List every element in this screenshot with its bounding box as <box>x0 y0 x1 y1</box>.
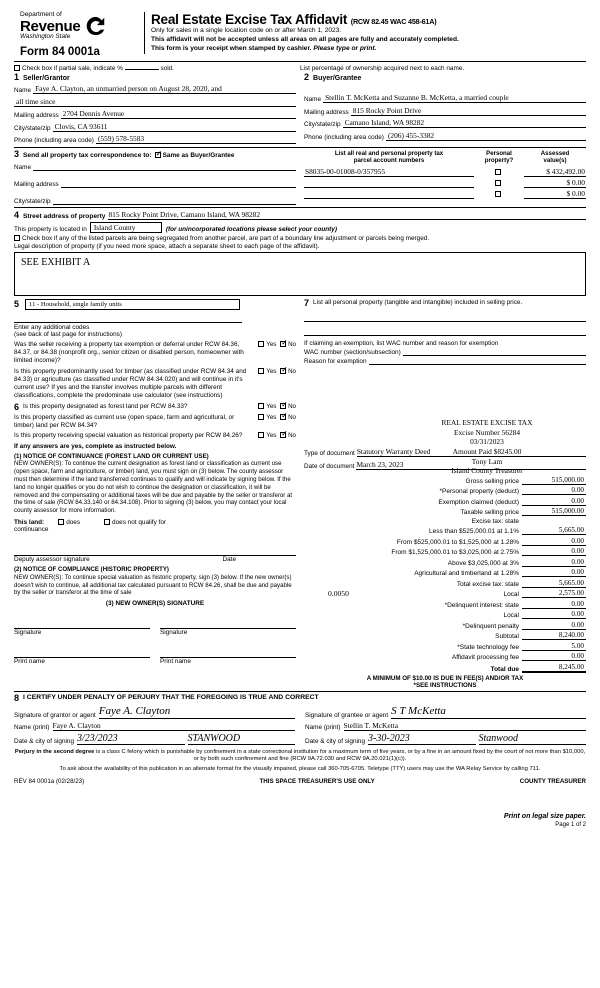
exemption-no-checkbox[interactable] <box>280 341 286 347</box>
document-date-input[interactable]: March 23, 2023 <box>356 460 586 470</box>
personal-property-checkbox-cell <box>474 165 524 176</box>
exemption-question-answers: Yes ✓No <box>258 341 296 348</box>
personal-property-checkbox-cell <box>474 176 524 187</box>
gross-selling-price-label: Gross selling price <box>465 477 519 485</box>
treasurer-stamp <box>392 418 582 476</box>
section-1-number: 1 <box>14 71 20 82</box>
total-due-label: Total due <box>490 665 519 673</box>
excise-tax-state-label: Excise tax: state <box>471 517 519 525</box>
stamp-line-2: Excise Number 56284 <box>453 427 521 437</box>
new-owner-signature-2-label: Signature <box>160 629 188 637</box>
parcel-number-input[interactable] <box>304 176 474 187</box>
timber-yes-checkbox[interactable] <box>258 368 264 374</box>
seller-name-input-2[interactable]: all time since <box>14 97 296 107</box>
total-excise-state-label: Total excise tax: state <box>456 580 519 588</box>
tier4-value[interactable]: 0.00 <box>522 558 586 567</box>
document-type-label: Type of document <box>304 449 355 457</box>
form-header <box>14 8 586 58</box>
grantor-signature-input[interactable]: Faye A. Clayton <box>99 705 295 719</box>
certify-heading: I CERTIFY UNDER PENALTY OF PERJURY THAT THE FOREGOING IS TRUE AND CORRECT <box>23 693 319 701</box>
gross-selling-price-value[interactable]: 515,000.00 <box>522 476 586 485</box>
forest-land-answers: Yes ✓No <box>258 403 296 410</box>
tier3-label: From $1,525,000.01 to $3,025,000 at 2.75% <box>391 549 519 557</box>
buyer-city-label: City/state/zip <box>304 121 341 129</box>
does-qualify-label: does <box>66 518 81 526</box>
deputy-assessor-signature-input[interactable] <box>14 543 296 556</box>
deputy-assessor-label: Deputy assessor signature <box>14 555 90 563</box>
footer-row <box>14 778 586 785</box>
new-owner-signature-1-input[interactable] <box>14 616 150 629</box>
page-number: Page 1 of 2 <box>555 822 586 829</box>
seller-city-input[interactable]: Clovis, CA 93611 <box>53 122 296 132</box>
personal-col-header-l2: property? <box>484 156 514 164</box>
grantor-print-label: Name (print) <box>14 723 50 731</box>
stamp-line-4: Amount Paid $8245.00 <box>452 446 522 456</box>
delinquent-penalty-value[interactable]: 0.00 <box>522 621 586 630</box>
personal-property-input[interactable] <box>304 310 586 322</box>
seller-name-input[interactable]: Faye A. Clayton, an unmarried person on August 28, 2020, and <box>33 84 296 94</box>
parcel-number-input[interactable]: S8035-00-01008-0/357955 <box>304 165 474 176</box>
same-as-buyer-checkbox[interactable] <box>155 152 161 158</box>
delinquent-interest-local-label: Local <box>503 612 519 620</box>
does-not-qualify-checkbox[interactable] <box>104 519 110 525</box>
timber-no-checkbox[interactable] <box>280 368 286 374</box>
print-legal-note: Print on legal size paper. <box>503 813 586 821</box>
deputy-assessor-date-label: Date <box>222 555 236 563</box>
tier3-value[interactable]: 0.00 <box>522 547 586 556</box>
buyer-city-input[interactable]: Camano Island, WA 98282 <box>343 118 586 128</box>
legal-description-text: SEE EXHIBIT A <box>21 256 91 268</box>
this-land-label: This land: <box>14 518 45 526</box>
segregation-checkbox[interactable] <box>14 235 20 241</box>
parcel-table <box>304 151 586 199</box>
corr-mailing-input[interactable] <box>61 179 296 188</box>
continuance-word: continuance <box>14 525 49 533</box>
form-title-block <box>144 12 586 54</box>
agency-logo-block <box>14 12 142 58</box>
local-tax-label: Local <box>503 591 519 599</box>
historic-answers: Yes ✓No <box>258 432 296 439</box>
state-technology-fee-label: *State technology fee <box>457 643 519 651</box>
does-not-qualify-label: does not qualify for <box>112 518 167 526</box>
see-back-note: (see back of last page for instructions) <box>14 330 122 338</box>
tax-correspondence-block <box>14 150 296 205</box>
section-6-number: 6 <box>14 401 20 412</box>
personal-col-header-l1: Personal <box>486 150 512 158</box>
rev-number: REV 84 0001a (02/28/23) <box>14 778 85 786</box>
seller-block <box>14 73 296 145</box>
corr-name-label: Name <box>14 163 32 171</box>
tier1-label: Less than $525,000.01 at 1.1% <box>429 528 519 536</box>
document-type-input[interactable]: Statutory Warranty Deed <box>357 447 586 457</box>
corr-city-input[interactable] <box>53 196 296 205</box>
header-line-1: Only for sales in a single location code on or after March 1, 2023. <box>151 27 342 34</box>
corr-city-label: City/state/zip <box>14 197 51 205</box>
partial-sale-checkbox[interactable] <box>14 65 20 71</box>
seller-mailing-label: Mailing address <box>14 112 59 120</box>
historic-compliance-body: NEW OWNER(S): To continue special valuation as historic property, sign (3) below. If the new owner(s) doesn't wish to continue, all additional tax calculated pursuant to RCW 84.26, shall be due and payable by the seller or transferor at the time of sale <box>14 573 292 597</box>
local-tax-value[interactable]: 2,575.00 <box>522 589 586 598</box>
personal-property-input-2[interactable] <box>304 324 586 336</box>
grantor-print-input[interactable]: Faye A. Clayton <box>53 721 295 731</box>
section-3-number: 3 <box>14 149 20 160</box>
stamp-line-6: Island County Treasurer <box>451 466 523 476</box>
buyer-phone-label: Phone (including area code) <box>304 133 384 141</box>
total-due-value[interactable]: 8,245.00 <box>522 663 586 673</box>
seller-name-label: Name <box>14 87 32 95</box>
assessed-col-header <box>524 151 586 165</box>
personal-property-deduct-label: *Personal property (deduct) <box>439 488 519 496</box>
buyer-mailing-input[interactable]: 815 Rocky Point Drive <box>351 106 586 116</box>
table-row <box>304 176 586 187</box>
current-use-answers: Yes ✓No <box>258 414 296 421</box>
additional-codes-label: Enter any additional codes <box>14 323 90 331</box>
partial-sale-suffix: sold. <box>160 64 174 72</box>
personal-property-list-label: List all personal property (tangible and intangible) included in selling price. <box>313 298 523 306</box>
delinquent-interest-state-label: *Delinquent interest: state <box>444 601 519 609</box>
section-4-number: 4 <box>14 209 20 220</box>
table-row <box>304 187 586 198</box>
grantee-signature-block <box>305 705 586 745</box>
seller-phone-label: Phone (including area code) <box>14 137 94 145</box>
exemption-claimed-value[interactable]: 0.00 <box>522 497 586 506</box>
buyer-block <box>304 73 586 145</box>
street-address-label: Street address of property <box>23 212 106 220</box>
new-owner-print-2-input[interactable] <box>160 645 296 658</box>
affidavit-processing-fee-value[interactable]: 0.00 <box>522 652 586 661</box>
personal-col-header <box>474 151 524 165</box>
exemption-claim-label: If claiming an exemption, list WAC number and reason for exemption <box>304 339 499 347</box>
grantee-signature-label: Signature of grantee or agent <box>305 711 389 719</box>
minimum-due-note: A MINIMUM OF $10.00 IS DUE IN FEE(S) AND/OR TAX <box>366 674 524 682</box>
new-owner-signature-1-label: Signature <box>14 629 42 637</box>
personal-property-checkbox[interactable] <box>495 191 501 197</box>
assessed-col-header-l2: value(s) <box>543 156 567 164</box>
grantor-date-label: Date & city of signing <box>14 737 75 745</box>
current-use-no-checkbox[interactable] <box>280 414 286 420</box>
section-6-block <box>14 403 296 689</box>
local-rate-value: 0.0050 <box>328 589 349 599</box>
does-qualify-checkbox[interactable] <box>58 519 64 525</box>
exemption-claimed-label: Exemption claimed (deduct) <box>438 498 519 506</box>
section-2-heading: Buyer/Grantee <box>313 74 362 82</box>
legal-description-input[interactable] <box>14 252 586 296</box>
buyer-mailing-label: Mailing address <box>304 108 349 116</box>
seller-phone-input[interactable]: (559) 578-5583 <box>96 134 296 144</box>
corr-mailing-label: Mailing address <box>14 180 59 188</box>
parcel-table-block <box>304 150 586 205</box>
new-owner-signature-2-input[interactable] <box>160 616 296 629</box>
ada-notice: To ask about the availability of this publication in an alternate format for the visually impaired, please call 360-705-6705. Teletype (TTY) users may use the WA Relay Service by calling 711. <box>59 765 541 772</box>
section-7-number: 7 <box>304 297 310 308</box>
delinquent-interest-state-value[interactable]: 0.00 <box>522 600 586 609</box>
historic-yes-checkbox[interactable] <box>258 432 264 438</box>
form-title-rcw: (RCW 82.45 WAC 458-61A) <box>350 17 437 26</box>
form-number: Form 84 0001a <box>20 45 100 58</box>
tier2-label: From $525,000.01 to $1,525,000 at 1.28% <box>396 538 519 546</box>
ownership-note: List percentage of ownership acquired next to each name. <box>300 64 465 72</box>
wac-number-input[interactable] <box>403 355 586 356</box>
current-use-yes-checkbox[interactable] <box>258 414 264 420</box>
parcel-col-header-l2: parcel account numbers <box>353 156 425 164</box>
form-title: Real Estate Excise Tax Affidavit <box>151 12 348 27</box>
partial-sale-row <box>14 65 586 72</box>
personal-property-checkbox[interactable] <box>495 169 501 175</box>
ag-timber-value[interactable]: 0.00 <box>522 568 586 577</box>
historic-question: Is this property receiving special valuation as historical property per RCW 84.26? <box>14 431 243 439</box>
parcel-number-input[interactable] <box>304 187 474 198</box>
table-row <box>304 165 586 176</box>
section-3-heading: Send all property tax correspondence to: <box>23 152 152 160</box>
perjury-rest: is a class C felony which is punishable by confinement in a state correctional institution for a maximum term of five years, or by a fine in an amount fixed by the court of not more than $10,000, or by both such confinement and fine (RCW 9A.72.030 and RCW 9A.20.021(1)(c)). <box>96 748 586 763</box>
seller-mailing-input[interactable]: 2704 Dennis Avenue <box>61 109 296 119</box>
subtotal-value[interactable]: 8,240.00 <box>522 631 586 640</box>
section-5-block <box>14 299 296 400</box>
state-technology-fee-value[interactable]: 5.00 <box>522 642 586 651</box>
section-8-block <box>14 694 586 703</box>
section-2-number: 2 <box>304 71 310 82</box>
grantee-print-label: Name (print) <box>305 723 341 731</box>
assessed-value-input[interactable]: $ 0.00 <box>524 176 586 187</box>
county-select[interactable]: Island County <box>90 222 162 233</box>
affidavit-processing-fee-label: Affidavit processing fee <box>451 654 519 662</box>
new-owner-print-1-input[interactable] <box>14 645 150 658</box>
historic-compliance-heading: (2) NOTICE OF COMPLIANCE (HISTORIC PROPERTY) <box>14 565 169 573</box>
grantor-signature-block <box>14 705 295 745</box>
assessed-col-header-l1: Assessed <box>540 150 570 158</box>
if-any-yes-note: If any answers are yes, complete as instructed below. <box>14 442 177 450</box>
reason-exemption-label: Reason for exemption <box>304 357 367 365</box>
land-use-code-select[interactable]: 11 - Household, single family units <box>25 299 240 310</box>
personal-property-deduct-value[interactable]: 0.00 <box>522 486 586 495</box>
grantee-signature-input[interactable]: S T McKetta <box>391 705 586 719</box>
section-1-heading: Seller/Grantor <box>23 74 70 82</box>
personal-property-checkbox[interactable] <box>495 180 501 186</box>
street-address-input[interactable]: 815 Rocky Point Drive, Camano Island, WA 98282 <box>108 210 586 220</box>
additional-codes-input[interactable] <box>14 314 242 323</box>
buyer-name-input[interactable]: Stellin T. McKetta and Suzanne B. McKetta, a married couple <box>323 93 586 103</box>
located-in-label: This property is located in <box>14 225 87 233</box>
buyer-phone-input[interactable]: (206) 455-3382 <box>386 131 586 141</box>
timber-question-answers: Yes ✓No <box>258 368 296 375</box>
delinquent-interest-local-value[interactable]: 0.00 <box>522 610 586 619</box>
same-as-buyer-label: Same as Buyer/Grantee <box>162 152 235 160</box>
new-owner-signature-heading: (3) NEW OWNER(S) SIGNATURE <box>105 600 205 608</box>
grantor-date-input[interactable]: 3/23/2023 <box>77 733 184 745</box>
state-label: Washington State <box>20 33 71 41</box>
stamp-line-3: 03/31/2023 <box>470 437 504 447</box>
total-excise-state-value[interactable]: 5,665.00 <box>522 579 586 588</box>
forest-yes-checkbox[interactable] <box>258 403 264 409</box>
tier4-label: Above $3,025,000 at 3% <box>447 559 519 567</box>
dept-label: Department of <box>20 11 62 18</box>
county-treasurer-label: COUNTY TREASURER <box>519 778 586 786</box>
parcel-col-header <box>304 151 474 165</box>
assessed-value-input[interactable]: $ 0.00 <box>524 187 586 198</box>
partial-sale-percent-input[interactable] <box>125 69 159 70</box>
tier1-value[interactable]: 5,665.00 <box>522 526 586 535</box>
county-note: (for unincorporated locations please select your county) <box>165 225 337 233</box>
parcel-col-header-l1: List all real and personal property tax <box>334 150 444 158</box>
reason-exemption-input[interactable] <box>369 364 586 365</box>
wac-number-label: WAC number (section/subsection) <box>304 348 401 356</box>
new-owner-print-2-label: Print name <box>160 658 191 666</box>
historic-no-checkbox[interactable] <box>280 432 286 438</box>
corr-name-input[interactable] <box>33 162 296 171</box>
taxable-selling-price-value[interactable]: 515,000.00 <box>522 507 586 516</box>
grantee-date-label: Date & city of signing <box>305 737 366 745</box>
grantee-print-input[interactable]: Stellin T. McKetta <box>344 721 586 731</box>
legal-description-label: Legal description of property (if you need more space, attach a separate sheet to each page of the affidavit). <box>14 242 320 250</box>
segregation-label: Check box if any of the listed parcels are being segregated from another parcel, are part of a boundary line adjustment or parcels being merged. <box>22 234 430 242</box>
revenue-swirl-icon <box>85 15 107 37</box>
grantee-city-input[interactable]: Stanwood <box>479 733 586 745</box>
partial-sale-label: Check box if partial sale, indicate % <box>22 64 123 72</box>
header-line-2: This affidavit will not be accepted unless all areas on all pages are fully and accurately completed. <box>151 35 459 43</box>
header-line-3a: This form is your receipt when stamped by cashier. <box>151 44 312 52</box>
delinquent-penalty-label: *Delinquent penalty <box>462 622 519 630</box>
document-date-label: Date of document <box>304 462 355 470</box>
ag-timber-label: Agricultural and timberland at 1.28% <box>414 570 519 578</box>
personal-property-checkbox-cell <box>474 187 524 198</box>
section-5-number: 5 <box>14 298 20 309</box>
assessed-value-input[interactable]: $ 432,492.00 <box>524 165 586 176</box>
see-instructions-note: *SEE INSTRUCTIONS <box>413 681 477 689</box>
grantor-signature-label: Signature of grantor or agent <box>14 711 96 719</box>
tier2-value[interactable]: 0.00 <box>522 537 586 546</box>
taxable-selling-price-label: Taxable selling price <box>460 509 519 517</box>
continuance-heading: (1) NOTICE OF CONTINUANCE (FOREST LAND OR CURRENT USE) <box>14 452 209 460</box>
revenue-label: Revenue <box>20 17 81 35</box>
property-address-block <box>14 210 586 296</box>
buyer-name-label: Name <box>304 96 322 104</box>
perjury-bold: Perjury in the second degree <box>14 748 95 755</box>
seller-city-label: City/state/zip <box>14 124 51 132</box>
perjury-notice <box>14 749 586 764</box>
timber-question-text: Is this property predominantly used for timber (as classified under RCW 84.34 and 84.33) or agriculture (as classified under RCW 84.34.020) and will continue in it's current use? If yes and the transfer involves multiple parcels with different classifications, complete the predominate use calculator (see instructions) <box>14 367 247 399</box>
stamp-line-1: REAL ESTATE EXCISE TAX <box>441 418 533 427</box>
new-owner-print-1-label: Print name <box>14 658 45 666</box>
forest-land-question: Is this property designated as forest land per RCW 84.33? <box>23 402 188 410</box>
grantor-city-input[interactable]: STANWOOD <box>188 733 295 745</box>
treasurer-use-label: THIS SPACE TREASURER'S USE ONLY <box>259 778 375 786</box>
exemption-yes-checkbox[interactable] <box>258 341 264 347</box>
section-7-block <box>304 299 586 400</box>
current-use-question: Is this property classified as current use (open space, farm and agricultural, or timber) land per RCW 84.34? <box>14 413 235 429</box>
stamp-line-5: Tony Lam <box>471 456 503 466</box>
exemption-question-text: Was the seller receiving a property tax exemption or deferral under RCW 84.36, 84.37, or 84.38 (nonprofit org., senior citizen or disabled person, homeowner with limited income)? <box>14 340 244 364</box>
subtotal-label: Subtotal <box>495 633 519 641</box>
section-8-number: 8 <box>14 692 20 703</box>
forest-no-checkbox[interactable] <box>280 403 286 409</box>
grantee-date-input[interactable]: 3-30-2023 <box>368 733 475 745</box>
header-line-3b: Please type or print. <box>313 44 377 52</box>
continuance-body: NEW OWNER(S): To continue the current designation as forest land or classification as current use (open space, farm and agriculture, or timber) land, you must sign on (3) below. The county assessor must then determine if the land transferred continues to qualify and will indicate by signing below. If the land no longer qualifies or you do not wish to continue the designation or classification, it will be removed and the compensating or additional taxes will be due and payable by the seller or transferor at the time of sale (RCW 84.33.140 or 84.34.108). Prior to signing (3) below, you may contact your local county assessor for more information. <box>14 460 293 515</box>
